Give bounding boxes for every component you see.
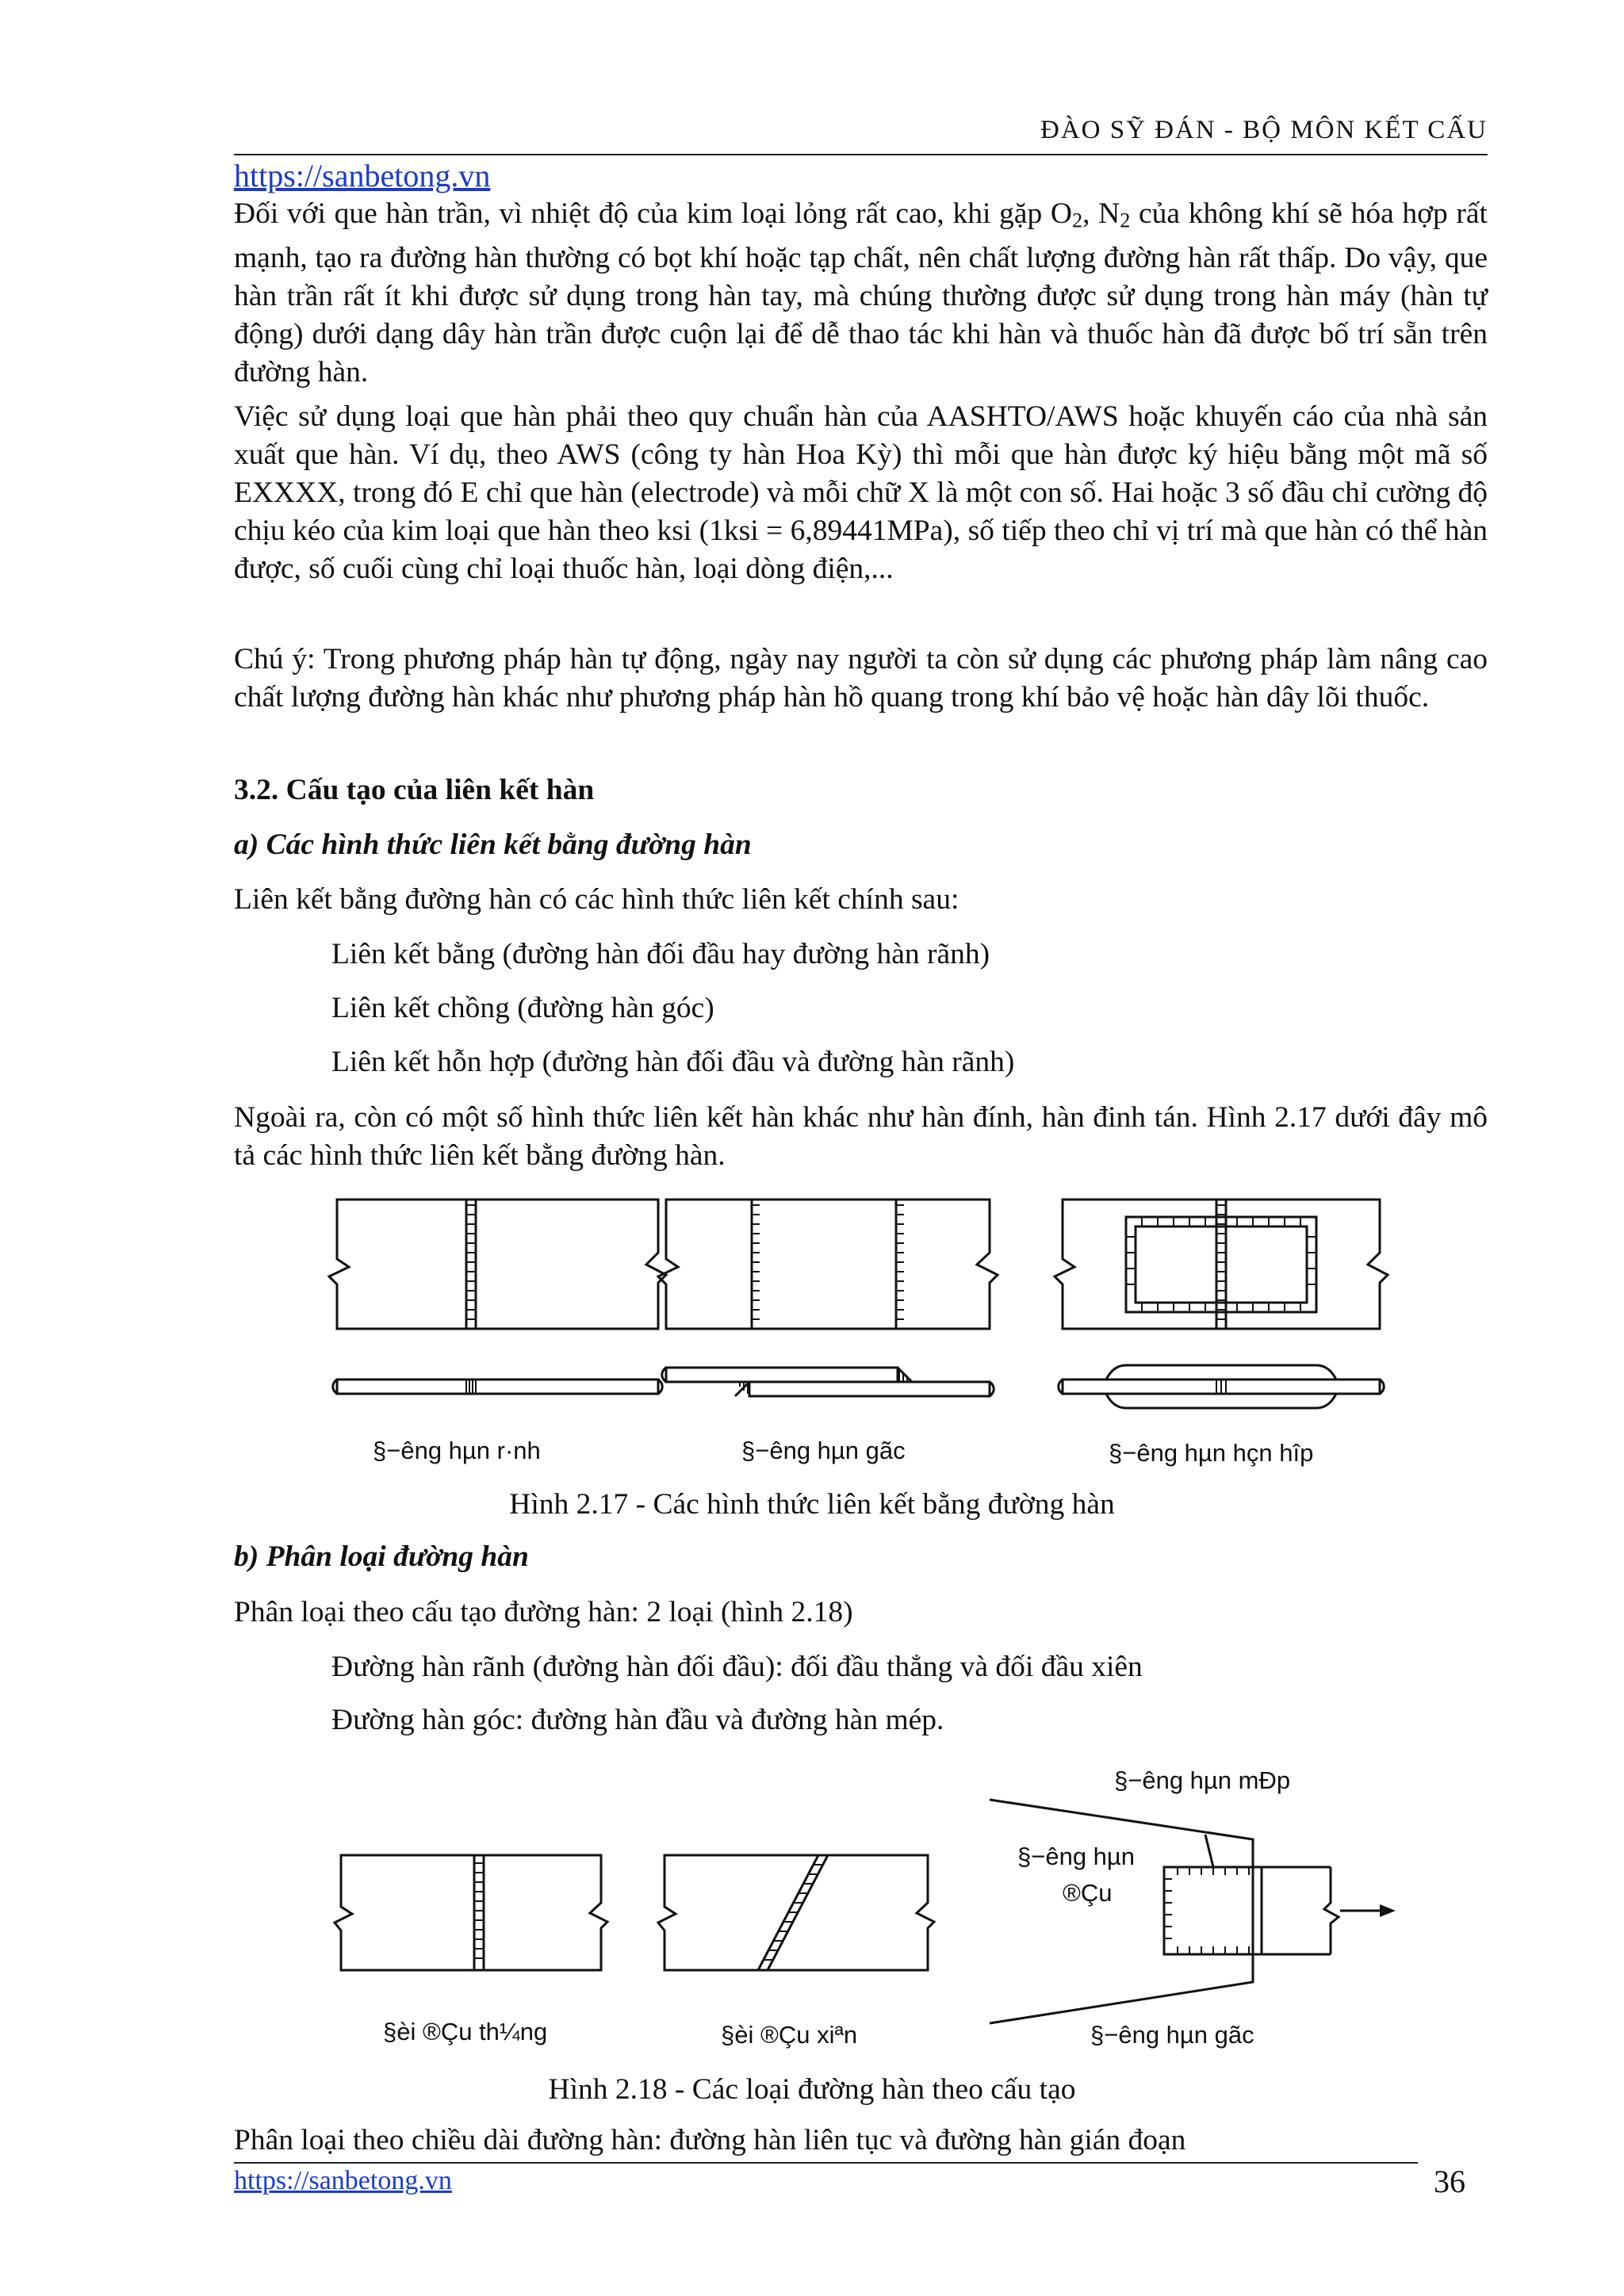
label-groove-weld: §−êng hµn r·nh <box>373 1437 541 1464</box>
header-divider <box>234 154 1488 155</box>
paragraph-intro: Liên kết bằng đường hàn có các hình thức liên kết chính sau: <box>234 883 959 916</box>
paragraph-aws-standard: Việc sử dụng loại que hàn phải theo quy chuẩn hàn của AASHTO/AWS hoặc khuyến cáo của nhà sản xuất que hàn. Ví dụ, theo AWS (công ty hàn Hoa Kỳ) thì mỗi que hàn được ký hiệu bằng một mã số EXXXX, trong đó E chỉ que hàn (electrode) và mỗi chữ X là một con số. Hai hoặc 3 số đầu chỉ cường độ chịu kéo của kim loại que hàn theo ksi (1ksi = 6,89441MPa), số tiếp theo chỉ vị trí mà que hàn có thể hàn được, số cuối cùng chỉ loại thuốc hàn, loại dòng điện,... <box>234 400 1488 585</box>
paragraph-text: của không khí sẽ hóa hợp rất mạnh, tạo ra đường hàn thường có bọt khí hoặc tạp chất, nên chất lượng đường hàn rất thấp. Do vậy, que hàn trần rất ít khi được sử dụng trong hàn tay, mà chúng thường được sử dụng trong hàn máy (hàn tự động) dưới dạng dây hàn trần được cuộn lại để dễ thao tác khi hàn và thuốc hàn đã được bố trí sẵn trên đường hàn. <box>234 197 1488 389</box>
list-item: Liên kết hỗn hợp (đường hàn đối đầu và đường hàn rãnh) <box>331 1046 1015 1078</box>
paragraph-other-forms: Ngoài ra, còn có một số hình thức liên kết hàn khác như hàn đính, hàn đinh tán. Hình 2.17 dưới đây mô tả các hình thức liên kết bằng đường hàn. <box>234 1101 1488 1172</box>
subsection-heading-b: b) Phân loại đường hàn <box>234 1540 529 1573</box>
subsection-heading-a: a) Các hình thức liên kết bằng đường hàn <box>234 828 752 861</box>
label-fillet-weld: §−êng hµn gãc <box>741 1437 906 1464</box>
subscript: 2 <box>1071 209 1083 232</box>
paragraph-classification: Phân loại theo cấu tạo đường hàn: 2 loại (hình 2.18) <box>234 1596 853 1628</box>
label-mixed-weld: §−êng hµn hçn hîp <box>1109 1439 1314 1467</box>
label-fillet-weld: §−êng hµn gãc <box>1090 2021 1254 2049</box>
label-skewed-butt: §èi ®Çu xiªn <box>721 2021 858 2049</box>
paragraph-text: Đối với que hàn trần, vì nhiệt độ của kim loại lỏng rất cao, khi gặp O <box>234 197 1072 230</box>
figure-2-18 <box>0 1760 1624 2069</box>
running-header: ĐÀO SỸ ĐÁN - BỘ MÔN KẾT CẤU <box>1040 116 1488 144</box>
section-heading: 3.2. Cấu tạo của liên kết hàn <box>234 774 595 806</box>
subscript: 2 <box>1120 209 1131 232</box>
list-item: Đường hàn rãnh (đường hàn đối đầu): đối đầu thẳng và đối đầu xiên <box>331 1651 1143 1683</box>
list-item: Liên kết bằng (đường hàn đối đầu hay đường hàn rãnh) <box>331 938 990 970</box>
paragraph-bare-electrode <box>234 195 1488 392</box>
label-end-weld-line2: ®Çu <box>1063 1879 1113 1907</box>
list-item: Đường hàn góc: đường hàn đầu và đường hàn mép. <box>331 1704 944 1736</box>
paragraph-note: Chú ý: Trong phương pháp hàn tự động, ngày nay người ta còn sử dụng các phương pháp làm nâng cao chất lượng đường hàn khác như phương pháp hàn hồ quang trong khí bảo vệ hoặc hàn dây lõi thuốc. <box>234 643 1488 714</box>
footer-divider <box>234 2162 1418 2164</box>
paragraph-text: , N <box>1082 197 1120 230</box>
label-edge-weld: §−êng hµn mÐp <box>1114 1766 1291 1794</box>
figure-2-18-caption: Hình 2.18 - Các loại đường hàn theo cấu tạo <box>548 2073 1076 2106</box>
footer-link[interactable]: https://sanbetong.vn <box>234 2166 452 2195</box>
paragraph-length-classification: Phân loại theo chiều dài đường hàn: đường hàn liên tục và đường hàn gián đoạn <box>234 2124 1186 2156</box>
label-straight-butt: §èi ®Çu th¼ng <box>383 2018 548 2045</box>
figure-2-17-caption: Hình 2.17 - Các hình thức liên kết bằng đường hàn <box>509 1488 1115 1521</box>
label-end-weld-line1: §−êng hµn <box>1017 1843 1136 1870</box>
list-item: Liên kết chồng (đường hàn góc) <box>331 992 714 1024</box>
figure-2-17 <box>0 1181 1624 1483</box>
source-link[interactable]: https://sanbetong.vn <box>234 158 491 193</box>
page-number: 36 <box>1434 2164 1465 2199</box>
